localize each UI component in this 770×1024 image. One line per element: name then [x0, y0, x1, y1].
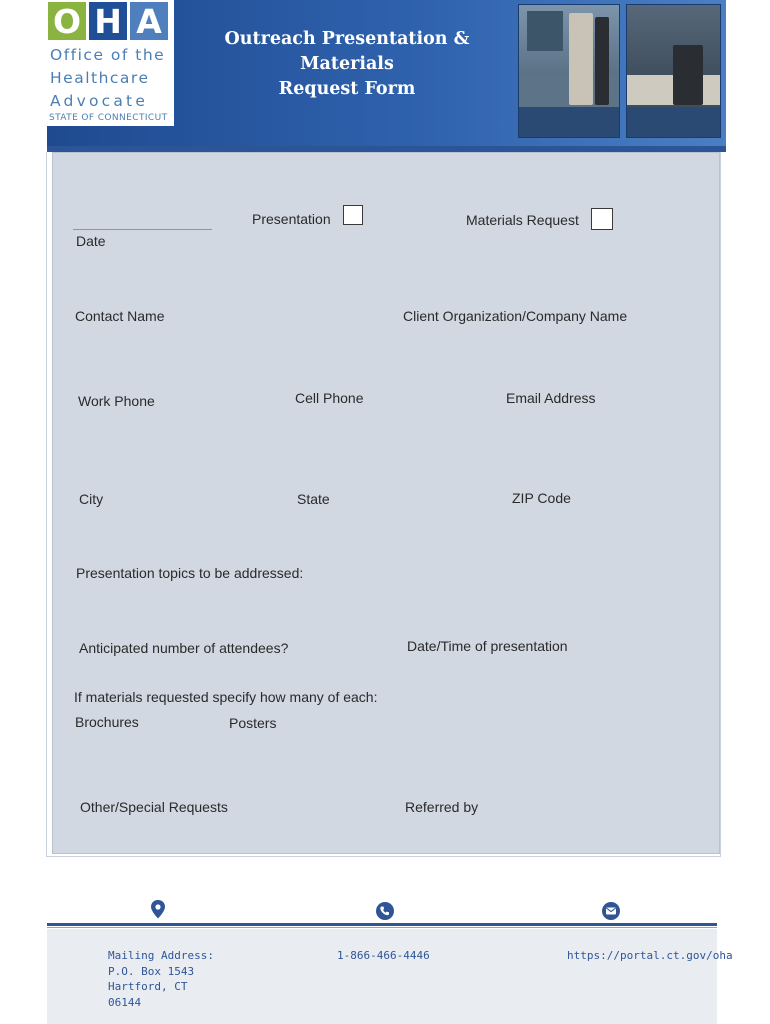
state-label: State — [297, 491, 330, 507]
mailing-address-heading: Mailing Address: — [108, 949, 214, 962]
mailing-address-po-box: P.O. Box 1543 — [108, 964, 195, 978]
logo-line-advocate: Advocate — [50, 92, 149, 110]
cell-phone-label: Cell Phone — [295, 390, 364, 406]
city-label: City — [79, 491, 104, 507]
poster-1-figure-2 — [595, 17, 609, 105]
client-organization-label: Client Organization/Company Name — [403, 308, 628, 324]
poster-2-figure — [673, 45, 703, 105]
email-address-label: Email Address — [506, 390, 596, 406]
attendees-label: Anticipated number of attendees? — [79, 640, 289, 656]
form-title-line-1: Outreach Presentation & Materials — [224, 29, 470, 74]
materials-specify-label: If materials requested specify how many of each: — [74, 689, 378, 705]
logo-letters — [48, 2, 168, 40]
presentation-datetime-label: Date/Time of presentation — [407, 638, 568, 654]
footer-divider — [47, 923, 717, 926]
mailing-address-zip: 06144 — [108, 995, 142, 1009]
poster-thumbnail-1 — [518, 4, 620, 138]
location-pin-icon — [148, 899, 168, 919]
mailing-address — [108, 948, 214, 1010]
form-panel — [52, 152, 720, 854]
phone-icon — [375, 901, 395, 921]
email-icon — [601, 901, 621, 921]
posters-label: Posters — [229, 715, 277, 731]
poster-2-caption-strip — [627, 107, 720, 137]
contact-name-label: Contact Name — [75, 308, 165, 324]
website-link[interactable]: https://portal.ct.gov/oha — [567, 949, 733, 962]
logo-letter-h: H — [89, 2, 127, 40]
phone-number[interactable]: 1-866-466-4446 — [337, 949, 430, 962]
work-phone-label: Work Phone — [78, 393, 155, 409]
brochures-label: Brochures — [75, 714, 139, 730]
zip-code-label: ZIP Code — [512, 490, 571, 506]
logo-line-office: Office of the — [50, 46, 166, 64]
materials-request-checkbox[interactable] — [591, 208, 613, 230]
poster-1-figure — [569, 13, 593, 105]
logo-letter-o: O — [48, 2, 86, 40]
mailing-address-city: Hartford, CT — [108, 980, 188, 993]
presentation-topics-label: Presentation topics to be addressed: — [76, 565, 304, 581]
presentation-checkbox[interactable] — [343, 205, 363, 225]
footer-divider-thin — [47, 927, 717, 928]
other-requests-label: Other/Special Requests — [80, 799, 228, 815]
presentation-label: Presentation — [252, 211, 331, 227]
referred-by-label: Referred by — [405, 799, 479, 815]
date-label: Date — [76, 233, 106, 249]
form-title — [186, 27, 508, 102]
poster-1-caption-strip — [519, 107, 619, 137]
logo-state: STATE OF CONNECTICUT — [49, 113, 168, 123]
poster-thumbnail-2 — [626, 4, 721, 138]
date-input-line[interactable] — [73, 229, 212, 230]
logo-letter-a: A — [130, 2, 168, 40]
poster-1-text-panel — [527, 11, 563, 51]
form-title-line-2: Request Form — [278, 79, 416, 99]
materials-request-label: Materials Request — [466, 212, 579, 228]
logo-line-healthcare: Healthcare — [50, 69, 150, 87]
